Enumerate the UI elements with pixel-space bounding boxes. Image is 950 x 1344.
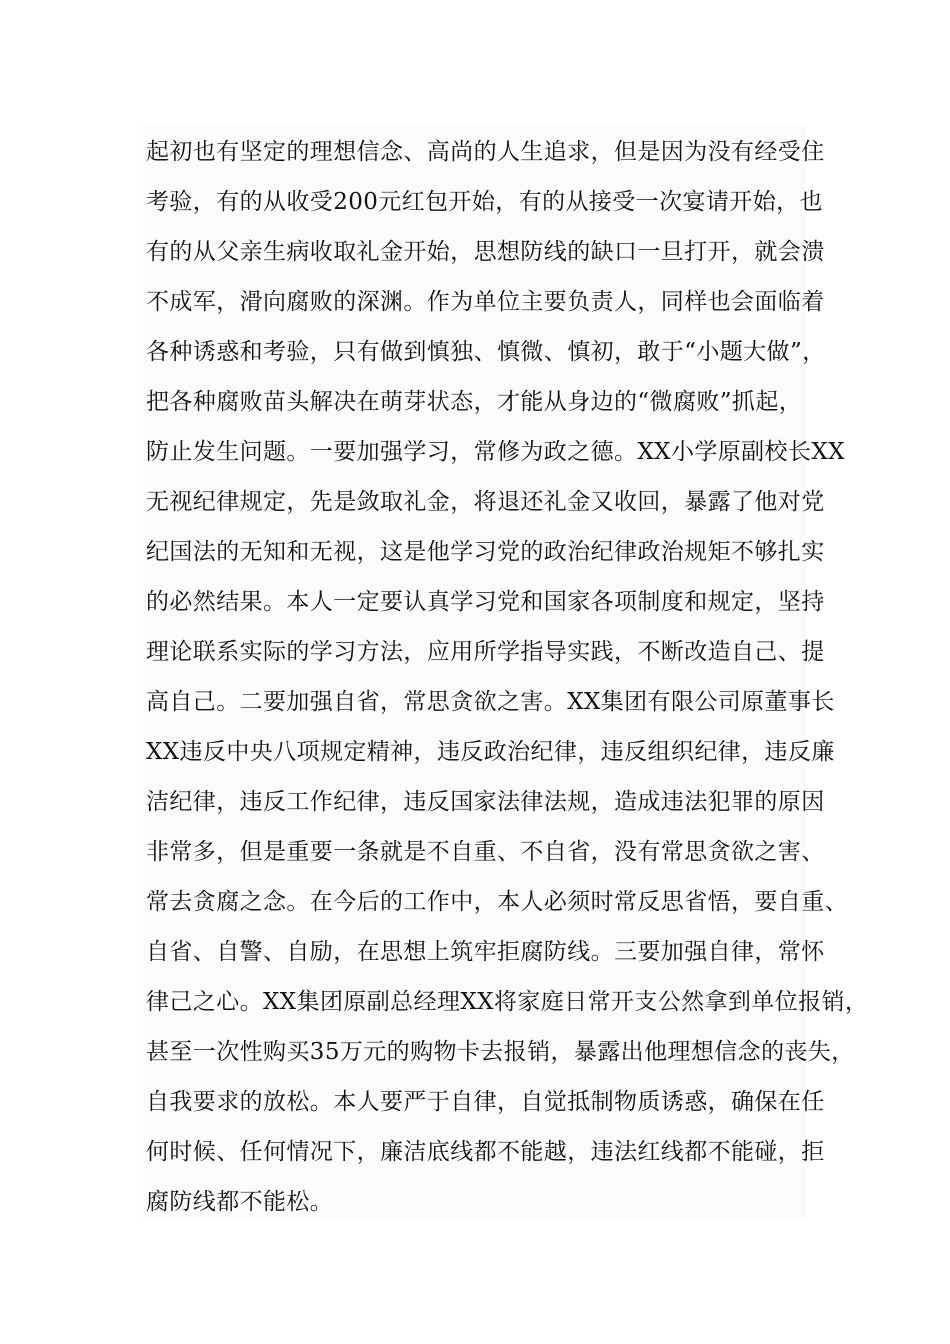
text-line: 洁纪律，违反工作纪律，违反国家法律法规，造成违法犯罪的原因 <box>146 789 825 815</box>
text-line: 腐防线都不能松。 <box>146 1189 334 1215</box>
text-line: 纪国法的无知和无视，这是他学习党的政治纪律政治规矩不够扎实 <box>146 539 825 565</box>
text-line: 把各种腐败苗头解决在萌芽状态，才能从身边的“微腐败”抓起， <box>146 389 803 415</box>
text-line: 自我要求的放松。本人要严于自律，自觉抵制物质诱惑，确保在任 <box>146 1089 825 1115</box>
text-line: 非常多，但是重要一条就是不自重、不自省，没有常思贪欲之害、 <box>146 839 825 865</box>
text-line: 不成军，滑向腐败的深渊。作为单位主要负责人，同样也会面临着 <box>146 289 825 315</box>
text-line: 常去贪腐之念。在今后的工作中，本人必须时常反思省悟，要自重、 <box>146 889 848 915</box>
text-line: 各种诱惑和考验，只有做到慎独、慎微、慎初，敢于“小题大做”， <box>146 339 826 365</box>
text-line: 有的从父亲生病收取礼金开始，思想防线的缺口一旦打开，就会溃 <box>146 239 825 265</box>
text-line: 理论联系实际的学习方法，应用所学指导实践，不断改造自己、提 <box>146 639 825 665</box>
text-line: 何时候、任何情况下，廉洁底线都不能越，违法红线都不能碰，拒 <box>146 1139 825 1165</box>
text-line: 无视纪律规定，先是敛取礼金，将退还礼金又收回，暴露了他对党 <box>146 489 825 515</box>
text-line: XX违反中央八项规定精神，违反政治纪律，违反组织纪律，违反廉 <box>146 739 835 765</box>
text-line: 起初也有坚定的理想信念、高尚的人生追求，但是因为没有经受住 <box>146 139 825 165</box>
text-line: 自省、自警、自励，在思想上筑牢拒腐防线。三要加强自律，常怀 <box>146 939 825 965</box>
text-line: 律己之心。XX集团原副总经理XX将家庭日常开支公然拿到单位报销， <box>146 989 869 1015</box>
text-line: 高自己。二要加强自省，常思贪欲之害。XX集团有限公司原董事长 <box>146 689 835 715</box>
text-line: 的必然结果。本人一定要认真学习党和国家各项制度和规定，坚持 <box>146 589 825 615</box>
text-line: 甚至一次性购买35万元的购物卡去报销，暴露出他理想信念的丧失， <box>146 1039 855 1065</box>
text-line: 考验，有的从收受200元红包开始，有的从接受一次宴请开始，也 <box>146 189 823 215</box>
text-line: 防止发生问题。一要加强学习，常修为政之德。XX小学原副校长XX <box>146 439 845 465</box>
